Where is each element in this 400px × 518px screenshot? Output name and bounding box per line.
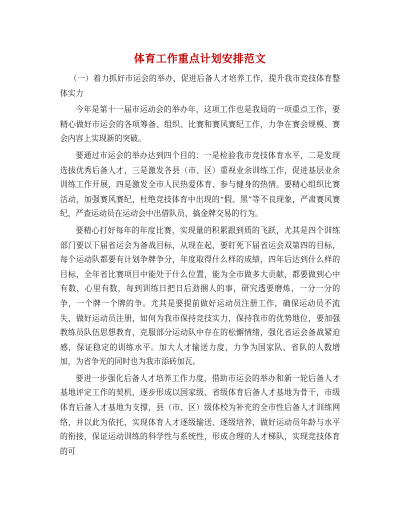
paragraph-3: 要精心打好每年的年度比赛，实现量的积累跟到质的飞跃，尤其是四个训练部门要以下届省运会为备战目标，从现在起，要盯死下届省运会双第四的目标，每个运动队都要有计划争牌争分，年度取得什么样的成绩，四年后达到什么样的目标，全年省比赛项目中能处于什么位置，能为全市做多大贡献，都要做到心中有数，心里有数，每到训练日把日后劲捆人的事，研究透要磨炼，一分一分的争，一个牌一个牌的争。尤其是要提前做好运动员注册工作，确保运动员不流失，做好运动员注册，如何为我市保持竞技实力，保持我市的优势地位，要加强教练员队伍思想教育，克服部分运动队中存在的松懈情绪，强化省运会备战紧迫感，保证稳定的训练水平。加大人才输送力度，力争为国家队、省队的人数增加，为省争光的同时也为我市添砖加瓦。 — [60, 225, 340, 367]
document-title: 体育工作重点计划安排范文 — [134, 53, 266, 65]
paragraph-4: 要进一步强化后备人才培养工作力度，借助市运会的举办和新一轮后备人才基地评定工作的契机，逐步形成以国家级、省级体育后备人才基地为骨干，市级体育后备人才基地为支撑，县（市、区）级体校为补充的全市性后备人才训练网络，并以此为依托，实现体育人才逐级输送、逐级培养，做好运动员年龄与水平的衔接，保证运动训练的科学性与系统性，形成合理的人才梯队，实现竞技体育的可 — [60, 373, 340, 456]
document-body — [60, 72, 340, 459]
paragraph-1: 今年是第十一届市运动会的举办年，这项工作也是我局的一项重点工作，要精心做好市运会的各项筹备、组织、比赛和赛风赛纪工作，力争在赛会规模、赛会内容上实现新的突破。 — [60, 105, 340, 144]
paragraph-2: 要通过市运会的举办达到四个目的：一是检验我市竞技体育水平，二是发现选拔优秀后备人才，三是激发各县（市、区）重视业余训练工作，促进基层业余训练工作开展，四是激发全市人民热爱体育、参与健身的热情。要精心组织比赛活动，加强赛风赛纪，杜绝竞技体育中出现的“假、黑”等不良现象，严肃赛风赛纪，严查运动员在运动会中出借队员、搞金牌交易的行为。 — [60, 150, 340, 219]
section-heading: （一）着力抓好市运会的举办，促进后备人才培养工作，提升我市竞技体育整体实力 — [60, 74, 340, 98]
